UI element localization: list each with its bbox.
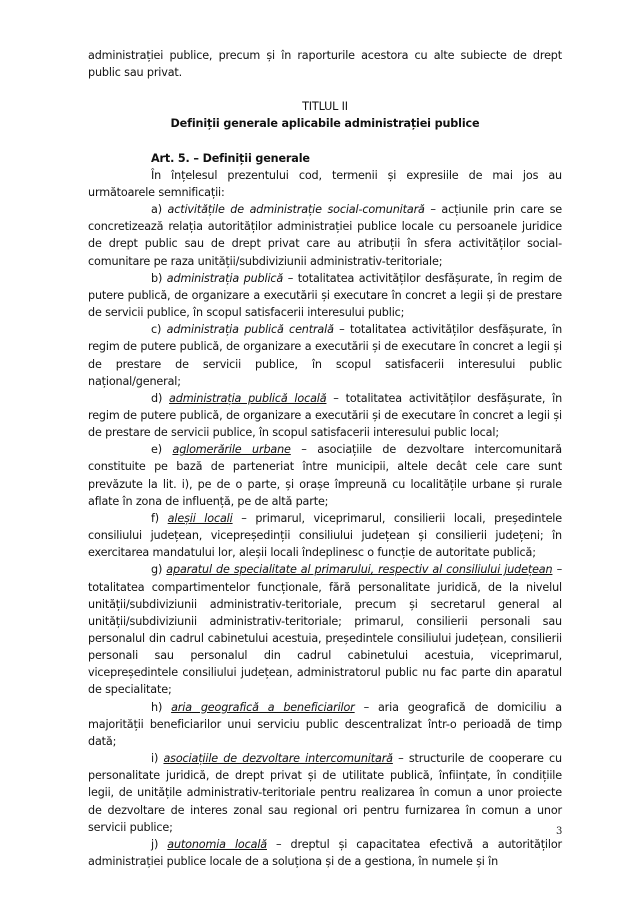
definition-letter: e) — [151, 443, 162, 457]
definition-term: administrația publică centrală — [166, 323, 334, 337]
definition-term: activitățile de administrație social-comunitară — [167, 203, 425, 217]
definition-letter: f) — [151, 511, 160, 525]
definition-letter: b) — [151, 271, 163, 285]
definition-d — [88, 390, 562, 441]
title-heading: TITLUL II — [302, 100, 348, 114]
definition-term: administrația publică locală — [169, 391, 327, 405]
definition-letter: g) — [151, 563, 163, 577]
definition-letter: i) — [151, 752, 159, 766]
document-page — [88, 47, 562, 870]
definition-i — [88, 750, 562, 836]
definition-j — [88, 836, 562, 870]
definition-b — [88, 270, 562, 321]
definition-term: aleșii locali — [167, 511, 233, 525]
definition-g — [88, 561, 562, 698]
definition-term: aglomerările urbane — [172, 443, 291, 457]
definition-letter: a) — [151, 203, 162, 217]
definition-body: – asociațiile de dezvoltare intercomunitară constituite pe bază de parteneriat între municipii, altele decât cele care sunt prevăzute la lit. i), pe de o parte, și orașe împreună cu localitățile urbane și rurale aflate în zona de influență, pe de altă parte; — [88, 443, 562, 508]
title-subheading: Definiții generale aplicabile administrației publice — [170, 117, 480, 131]
definition-term: aparatul de specialitate al primarului, respectiv al consiliului județean — [166, 563, 553, 577]
intro-paragraph: administrației publice, precum și în raporturile acestora cu alte subiecte de drept public sau privat. — [88, 49, 562, 80]
definition-body: – dreptul și capacitatea efectivă a autorităților administrației publice locale de a soluționa și de a gestiona, în numele și în — [88, 837, 562, 869]
definition-term: autonomia locală — [167, 837, 267, 851]
page-number: 3 — [556, 826, 563, 837]
definition-a — [88, 201, 562, 270]
definition-letter: j) — [151, 837, 159, 851]
definition-body: – totalitatea activităților desfășurate, în regim de putere publică, de organizare a executării și de executare în concret a legii și de prestare de servicii publice, în scopul satisfacerii interesului public local; — [88, 391, 563, 440]
definition-letter: c) — [151, 323, 162, 337]
definition-e — [88, 441, 562, 510]
definition-body: – acțiunile prin care se concretizează relația autorităților administrației publice locale cu persoanele juridice de drept public sau de drept privat care au atribuții în sfera activităților social-comunitare pe raza unității/subdiviziunii administrativ-teritoriale; — [88, 203, 563, 268]
definition-term: administrația publică — [166, 271, 284, 285]
definition-term: aria geografică a beneficiarilor — [171, 700, 355, 714]
definition-f — [88, 510, 562, 561]
definition-body: – aria geografică de domiciliu a majorității beneficiarilor unui serviciu public descentralizat într-o perioadă de timp dată; — [88, 700, 562, 748]
definition-letter: h) — [151, 700, 163, 714]
definition-body: – totalitatea activităților desfășurate, în regim de putere publică, de organizare a executării și executare în concret a legii și de prestare de servicii publice, în scopul satisfacerii interesului public; — [88, 271, 563, 320]
definition-term: asociațiile de dezvoltare intercomunitară — [163, 752, 393, 766]
definition-body: – totalitatea activităților desfășurate, în regim de putere publică, de organizare a executării și de executare în concret a legii și de prestare de servicii publice, în scopul satisfacerii interesului public național/general; — [88, 323, 563, 388]
definition-h — [88, 699, 562, 750]
lead-paragraph: În înțelesul prezentului cod, termenii și expresiile de mai jos au următoarele semnificații: — [88, 168, 562, 199]
definition-c — [88, 321, 562, 390]
definition-letter: d) — [151, 391, 163, 405]
definition-body: – totalitatea compartimentelor funcționale, fără personalitate juridică, de la nivelul unității/subdiviziunii administrativ-teritoriale, precum și secretarul general al unității/subdiviziunii administrativ-teritoriale; primarul, consilierii personali sau personalul din cadrul cabinetului acestuia, președintele consiliului județean, consilierii personali sau personalul din cadrul cabinetului acestuia, viceprimarul, vicepreședintele consiliului județean, administratorul public nu fac parte din aparatul de specialitate; — [88, 563, 563, 697]
definition-body: – primarul, viceprimarul, consilierii locali, președintele consiliului județean, vicepreședinții consiliului județean și consilierii județeni; în exercitarea mandatului lor, aleșii locali îndeplinesc o funcție de autoritate publică; — [88, 511, 562, 560]
article-heading: Art. 5. – Definiții generale — [151, 151, 310, 165]
definition-body: – structurile de cooperare cu personalitate juridică, de drept privat și de utilitate publică, înființate, în condițiile legii, de unitățile administrativ-teritoriale pentru realizarea în comun a unor proiecte de dezvoltare de interes zonal sau regional ori pentru furnizarea în comun a unor servicii publice; — [88, 752, 562, 834]
